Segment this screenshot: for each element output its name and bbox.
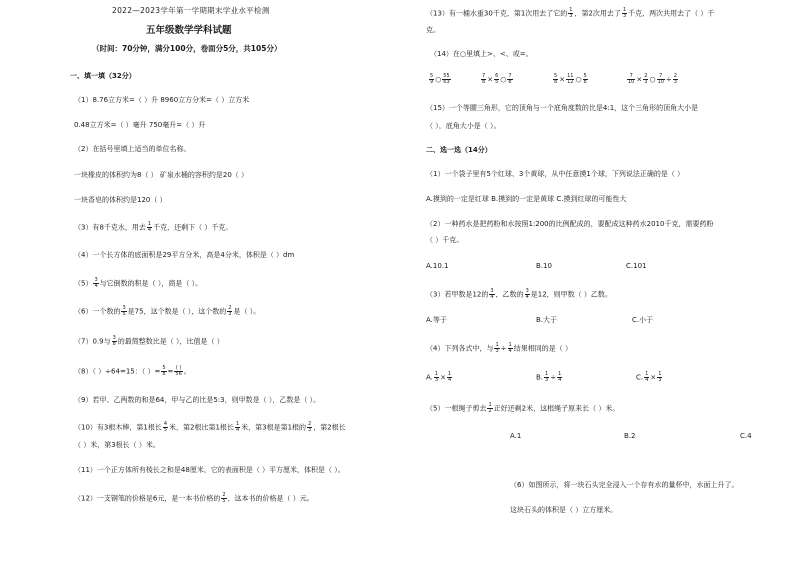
s2-q3-f2-num: 3: [525, 288, 529, 294]
s2-q4-oa-f2-num: 1: [447, 371, 452, 377]
q14-i3-a-num: 5: [554, 73, 558, 79]
q14-i2-op: ×: [487, 75, 494, 84]
s2-q2-line-a: （2）一种药水是把药粉和水按照1:200的比例配成的，要配成这种药水2010千克，需要药粉: [426, 220, 714, 228]
q15-line-a: （15）一个等腰三角形，它的顶角与一个底角度数的比是4:1，这个三角形的顶角大小是: [426, 104, 699, 112]
q7-frac-num: 3: [112, 335, 116, 341]
s2-q5-option-a: A.1: [510, 432, 522, 440]
q14-i1-a-num: 5: [430, 73, 434, 79]
q6-text-post: 是（ ）。: [233, 307, 261, 316]
s2-q4-text-pre: （4）下列各式中，与: [426, 344, 494, 353]
s2-q4-oa-f2-den: 4: [447, 377, 452, 383]
q10-f3-num: 2: [308, 421, 312, 427]
q6-text-mid: 是75，这个数是（ ），这个数的: [127, 307, 227, 316]
s2-q1-options: A.摸到的一定是红球 B.摸到的一定是黄球 C.摸到红球的可能性大: [426, 195, 627, 203]
s2-q4-f-num: 1: [495, 342, 499, 348]
q14-i1-a: [429, 74, 434, 85]
q13-text-pre: （13）有一桶水重30千克，第1次用去了它的: [426, 9, 568, 18]
q13-line-b: 克。: [426, 26, 440, 34]
q8-text-post: 。: [183, 367, 191, 376]
q14-i4-a-den: 10: [628, 79, 635, 85]
s2-q3-text-mid: ，乙数的: [495, 290, 524, 299]
q7-frac-den: 8: [112, 341, 116, 347]
s2-q4-oc-f2-num: 1: [658, 371, 662, 377]
q14-i1-b-den: 63: [443, 79, 450, 85]
s2-q2-option-b: B.10: [536, 262, 552, 270]
q2-line-a: 一块橡皮的体积约为8（ ） 矿泉水桶的容积约是20（ ）: [74, 171, 249, 179]
s2-q2-option-a: A.10.1: [426, 262, 449, 270]
q13-f1-den: 3: [569, 13, 573, 19]
s2-q4-oc-f2-den: 3: [658, 377, 662, 383]
q10-f3-den: 3: [308, 427, 312, 433]
q14-i3-c-num: 5: [583, 73, 587, 79]
q13-fraction-2: [622, 8, 627, 19]
q14-i4-a-num: 7: [627, 74, 635, 80]
s2-q4-fraction-2: [508, 343, 513, 354]
q14-i2-a-den: 8: [482, 79, 486, 85]
q14-i2-b: [494, 74, 499, 85]
s2-q3-option-c: C.小于: [632, 316, 654, 324]
q10-text-mid2: 米，第3根是第1根的: [241, 423, 307, 432]
q14-item-2: [480, 74, 514, 85]
s2-q4-option-c: [636, 372, 663, 383]
q13-text-post: 千克，两次共用去了（ ）千: [628, 9, 715, 18]
q10-fraction-2: [235, 422, 240, 433]
q14-item-3: [552, 74, 589, 85]
q14-i3-b-num: 11: [567, 73, 574, 79]
q5-text-post: 与它倒数的积是（ ），商是（ ）。: [99, 279, 203, 288]
s2-q3-text-pre: （3）若甲数是12的: [426, 290, 489, 299]
q5-line: [74, 278, 202, 289]
q8-line: [74, 366, 191, 377]
q7-fraction: [112, 336, 117, 347]
q8-eq: =: [167, 367, 174, 376]
q13-f1-num: 1: [569, 7, 573, 13]
q12-text-pre: （12）一支钢笔的价格是6元，是一本书价格的: [74, 494, 221, 503]
s2-q6-line-a: （6）如图所示，将一块石头完全浸入一个存有水的量杯中，水面上升了。: [510, 481, 739, 489]
s2-q3-option-a: A.等于: [426, 316, 447, 324]
s2-q3-option-b: B.大于: [536, 316, 558, 324]
q14-i3-tail: ○: [575, 75, 582, 84]
s2-q3-text-post: 是12，则甲数（ ）乙数。: [530, 290, 612, 299]
s2-q3-f1-den: 4: [490, 294, 494, 300]
q6-fraction-1: [121, 306, 126, 317]
s2-q4-ob-op: ÷: [550, 373, 557, 382]
q14-i4-tail: ○: [649, 75, 656, 84]
q3-frac-num: 1: [147, 221, 152, 227]
q6-fraction-2: [227, 306, 232, 317]
s2-q4-oc-f1-num: 1: [645, 371, 649, 377]
s2-q4-ob-f2-num: 1: [558, 371, 562, 377]
q4-line: （4）一个长方体的底面积是29平方分米，高是4分米，体积是（ ）dm: [74, 251, 295, 259]
q6-frac1-num: 3: [122, 305, 126, 311]
q1-line-b: 0.48立方米=（ ）毫升 750毫升=（ ）升: [74, 121, 206, 129]
s2-q4-oa-f2: [447, 372, 452, 383]
s2-q4-ob-f2-den: 4: [558, 377, 562, 383]
q14-i2-c-num: 7: [508, 73, 512, 79]
q10-text-pre: （10）有3根木棒，第1根长: [74, 423, 162, 432]
q5-text-pre: （5）: [74, 279, 93, 288]
q14-i4-c-den: 10: [657, 79, 664, 85]
q10-f1-den: 5: [163, 427, 168, 433]
q6-frac1-den: 5: [122, 311, 126, 317]
q14-i4-d-num: 2: [673, 73, 677, 79]
s2-q4-option-a: [426, 372, 453, 383]
s2-q4-ob-f1-den: 3: [545, 377, 549, 383]
q8-frac2-den: 56: [175, 371, 182, 377]
q5-fraction: [93, 278, 98, 289]
q14-i4-a: [627, 74, 635, 85]
q14-i3-op: ×: [559, 75, 566, 84]
q14-item-1: [428, 74, 452, 85]
q3-line: [74, 222, 232, 233]
s2-q5-f-den: 2: [488, 408, 492, 414]
s2-q2-line-b: （ ）千克。: [426, 236, 464, 244]
q2-line-b: 一块香皂的体积约是120（ ）: [74, 196, 167, 204]
q8-fraction-1: [161, 366, 166, 377]
q14-i2-a-num: 7: [482, 73, 486, 79]
q14-item-4: [626, 74, 679, 85]
q12-text-post: ，这本书的价格是（ ）元。: [227, 494, 314, 503]
q14-i4-b: [643, 74, 648, 85]
s2-q4-fraction-1: [494, 343, 499, 354]
s2-q3-f1-num: 3: [490, 288, 494, 294]
q5-frac-den: 4: [94, 283, 98, 289]
q10-f2-den: 4: [235, 427, 240, 433]
q14-i1-a-den: 9: [430, 79, 434, 85]
s2-q5-f-num: 1: [488, 402, 492, 408]
q13-f2-num: 1: [622, 7, 627, 13]
s2-q4-oc-f1: [644, 372, 649, 383]
q14-i3-a: [553, 74, 558, 85]
section1-heading: 一、填一填（32分）: [70, 72, 136, 80]
q10-f1-num: 4: [163, 421, 168, 427]
q6-line: [74, 306, 260, 317]
s2-q1-line: （1）一个袋子里有5个红球、3个黄球，从中任意摸1个球，下列说法正确的是（ ）: [426, 170, 685, 178]
s2-q5-text-pre: （5）一根绳子剪去: [426, 404, 487, 413]
q10-text-post: ，第2根长: [313, 423, 346, 432]
q5-frac-num: 3: [94, 277, 98, 283]
q12-line: [74, 493, 314, 504]
q13-fraction-1: [568, 8, 573, 19]
exam-header-line: 2022—2023学年第一学期期末学业水平检测: [112, 6, 270, 15]
s2-q3-fraction-1: [489, 289, 494, 300]
q14-i4-d-den: 3: [673, 79, 677, 85]
q6-frac2-num: 2: [228, 305, 232, 311]
q13-f2-den: 3: [622, 13, 627, 19]
s2-q3-line: [426, 289, 612, 300]
q3-text-pre: （3）有8千克水，用去: [74, 223, 146, 232]
s2-q4-ob-f2: [557, 372, 562, 383]
s2-q4-oa-f1-den: 3: [434, 377, 439, 383]
s2-q4-g-den: 4: [508, 348, 512, 354]
q7-text-pre: （7）0.9与: [74, 337, 111, 346]
exam-title: 五年级数学学科试题: [146, 25, 232, 36]
s2-q2-option-c: C.101: [626, 262, 647, 270]
q8-frac1-den: 8: [162, 371, 166, 377]
q15-line-b: （ ），底角大小是（ ）。: [426, 122, 501, 130]
q14-i4-b-den: 3: [644, 79, 648, 85]
q12-fraction: [221, 493, 226, 504]
q14-i3-c-den: 8: [583, 79, 587, 85]
s2-q4-oc-f2: [657, 372, 662, 383]
s2-q4-f-den: 3: [495, 348, 499, 354]
q14-i4-d: [673, 74, 678, 85]
s2-q5-option-c: C.4: [740, 432, 752, 440]
s2-q6-line-b: 这块石头的体积是（ ）立方厘米。: [510, 506, 618, 514]
s2-q5-line: [426, 403, 619, 414]
q8-frac2-num: ( ): [175, 365, 182, 371]
q10-line-b: （ ）米，第3根长（ ）米。: [74, 441, 160, 449]
q7-text-post: 的最简整数比是（ ），比值是（ ）: [117, 337, 224, 346]
q1-line-a: （1）8.76立方米=（ ）升 8960立方分米=（ ）立方米: [74, 96, 250, 104]
q10-line-a: [74, 422, 346, 433]
s2-q3-fraction-2: [525, 289, 530, 300]
s2-q4-oa-label: A.: [426, 373, 433, 382]
q9-line: （9）若甲、乙两数的和是64，甲与乙的比是5:3，则甲数是（ ），乙数是（ ）。: [74, 396, 321, 404]
q14-i1-b-num: 55: [443, 73, 450, 79]
q14-i2-tail: ○: [500, 75, 507, 84]
s2-q4-ob-label: B.: [536, 373, 544, 382]
s2-q4-oc-label: C.: [636, 373, 644, 382]
s2-q4-oa-f1: [434, 372, 439, 383]
q8-text-pre: （8）（ ）÷64=15：（ ）=: [74, 367, 161, 376]
s2-q3-f2-den: 4: [525, 294, 529, 300]
q14-i2-c: [507, 74, 512, 85]
q3-fraction: [147, 222, 152, 233]
q14-i4-op2: ÷: [665, 75, 672, 84]
q8-fraction-2: [174, 366, 182, 377]
q2-line: （2）在括号里填上适当的单位名称。: [74, 145, 191, 153]
q10-fraction-3: [307, 422, 312, 433]
s2-q4-oa-f1-num: 1: [434, 371, 439, 377]
s2-q4-option-b: [536, 372, 563, 383]
q14-i2-b-den: 5: [495, 79, 499, 85]
q12-frac-den: 5: [222, 498, 226, 504]
s2-q5-fraction: [487, 403, 492, 414]
q14-i4-c-num: 7: [657, 74, 665, 80]
q10-f2-num: 1: [235, 421, 240, 427]
q14-i1-b: [442, 74, 450, 85]
q14-i4-op: ×: [636, 75, 643, 84]
q10-text-mid1: 米，第2根比第1根长: [169, 423, 234, 432]
q11-line: （11）一个正方体所有棱长之和是48厘米，它的表面积是（ ）平方厘米，体积是（ ）。: [74, 466, 345, 474]
s2-q4-ob-f1-num: 1: [545, 371, 549, 377]
s2-q4-oc-op: ×: [650, 373, 657, 382]
s2-q5-text-post: 正好还剩2米，这根绳子原来长（ ）米。: [493, 404, 620, 413]
q14-i2-c-den: 8: [508, 79, 512, 85]
s2-q4-g-num: 1: [508, 342, 512, 348]
q6-frac2-den: 3: [228, 311, 232, 317]
q14-i1-op: ○: [435, 75, 442, 84]
q10-fraction-1: [163, 422, 168, 433]
s2-q4-ob-f1: [544, 372, 549, 383]
s2-q4-text-post: 结果相同的是（ ）: [513, 344, 572, 353]
q14-i3-b: [566, 74, 574, 85]
q14-i3-c: [583, 74, 588, 85]
q14-i2-a: [481, 74, 486, 85]
q12-frac-num: 2: [222, 492, 226, 498]
q14-i3-a-den: 8: [554, 79, 558, 85]
q3-frac-den: 4: [147, 227, 152, 233]
q7-line: [74, 336, 224, 347]
q6-text-pre: （6）一个数的: [74, 307, 121, 316]
q3-text-post: 千克，还剩下（ ）千克。: [153, 223, 233, 232]
s2-q4-line: [426, 343, 572, 354]
q14-i4-c: [657, 74, 665, 85]
s2-q5-option-b: B.2: [624, 432, 636, 440]
exam-subtitle: （时间：70分钟，满分100分，卷面分5分，共105分）: [92, 44, 282, 53]
s2-q4-div: ÷: [500, 344, 507, 353]
s2-q4-oc-f1-den: 4: [645, 377, 649, 383]
section2-heading: 二、选一选（14分）: [426, 146, 492, 154]
s2-q4-oa-op: ×: [440, 373, 446, 382]
q14-i3-b-den: 12: [567, 79, 574, 85]
q14-line: （14）在○里填上>、<、或=。: [430, 50, 533, 58]
q14-i2-b-num: 6: [495, 73, 499, 79]
q13-text-mid: ，第2次用去了: [574, 9, 621, 18]
q13-line-a: [426, 8, 714, 19]
q8-frac1-num: 5: [162, 365, 166, 371]
q14-i4-b-num: 2: [644, 73, 648, 79]
